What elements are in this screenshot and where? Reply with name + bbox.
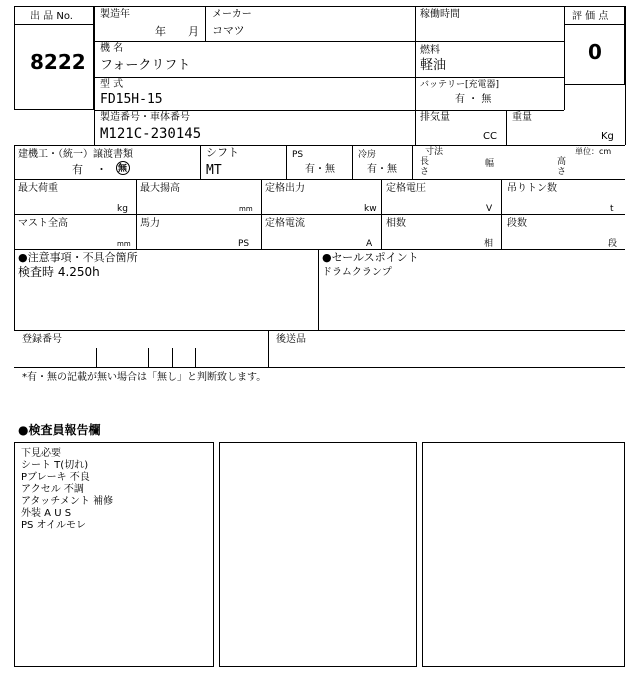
type-label: 型 式 <box>100 79 124 90</box>
rated-output-unit: kw <box>364 204 377 214</box>
cool-value: 有・無 <box>367 164 397 175</box>
grade-label: 評 価 点 <box>572 11 609 22</box>
report-line: アタッチメント 補修 <box>21 496 114 507</box>
steps-label: 段数 <box>507 218 527 229</box>
model-name: フォークリフト <box>100 58 191 73</box>
serial-label: 製造番号・車体番号 <box>100 112 190 123</box>
height-label: 高 さ <box>557 157 567 177</box>
shift-value: MT <box>206 163 222 178</box>
serial-value: M121C-230145 <box>100 126 202 142</box>
mast-label: マスト全高 <box>18 218 68 229</box>
displacement-label: 排気量 <box>420 112 450 123</box>
model-name-label: 機 名 <box>100 43 124 54</box>
report-lines <box>21 448 113 532</box>
phase-unit: 相 <box>484 239 494 249</box>
sales-label: ●セールスポイント <box>322 251 419 264</box>
report-line: アクセル 不調 <box>21 484 84 495</box>
reg-label: 登録番号 <box>22 334 62 345</box>
report-title: ●検査員報告欄 <box>18 423 101 437</box>
mast-unit: mm <box>117 240 131 248</box>
docs-label: 建機工・（統一）譲渡書類 <box>18 149 133 160</box>
report-line: Pブレーキ 不良 <box>21 472 90 483</box>
phase-label: 相数 <box>386 218 406 229</box>
rated-voltage-label: 定格電圧 <box>386 183 426 194</box>
grade-value: 0 <box>588 40 602 64</box>
max-lift-label: 最大揚高 <box>140 183 180 194</box>
rated-current-unit: A <box>366 239 373 249</box>
header-frame <box>14 6 625 145</box>
rated-output-label: 定格出力 <box>265 183 305 194</box>
caution-label: ●注意事項・不具合箇所 <box>18 251 138 264</box>
docs-yes: 有 <box>72 163 83 176</box>
sales-text: ドラムクランプ <box>322 267 392 278</box>
weight-unit: Kg <box>601 131 614 142</box>
battery-value: 有 ・ 無 <box>455 94 492 105</box>
dims-unit: 単位：cm <box>575 147 612 156</box>
battery-label: バッテリー[充電器] <box>420 80 500 90</box>
len-label: 長 さ <box>420 157 430 177</box>
displacement-unit: CC <box>483 131 497 142</box>
report-box-3[interactable] <box>422 442 625 667</box>
max-lift-unit: mm <box>239 205 253 213</box>
steps-unit: 段 <box>608 239 618 249</box>
report-line: 下見必要 <box>21 448 61 459</box>
cool-label: 冷房 <box>358 150 377 160</box>
max-load-label: 最大荷重 <box>18 183 58 194</box>
docs-no: 無 <box>118 164 128 174</box>
hp-unit: PS <box>238 239 250 249</box>
lot-no: 8222 <box>30 50 86 74</box>
type-value: FD15H-15 <box>100 92 163 107</box>
report-box-2[interactable] <box>219 442 417 667</box>
caution-text: 検査時 4.250h <box>18 265 100 279</box>
rated-current-label: 定格電流 <box>265 218 305 229</box>
later-label: 後送品 <box>276 334 306 345</box>
report-line: 外装 A U S <box>21 508 72 519</box>
rated-voltage-unit: V <box>486 204 493 214</box>
hp-label: 馬力 <box>140 218 160 229</box>
docs-sep: ・ <box>96 163 107 176</box>
shift-label: シフト <box>206 146 239 159</box>
max-load-unit: kg <box>117 204 128 214</box>
fuel-label: 燃料 <box>420 45 440 56</box>
year-label: 製造年 <box>100 9 130 20</box>
weight-label: 重量 <box>512 112 532 123</box>
ps-value: 有・無 <box>305 164 335 175</box>
width-label: 幅 <box>485 159 495 169</box>
hours-label: 稼働時間 <box>420 9 460 20</box>
lot-no-label: 出 品 No. <box>30 11 73 22</box>
report-line: シート T(切れ) <box>21 460 89 471</box>
maker-value: コマツ <box>212 24 245 37</box>
hoist-label: 吊りトン数 <box>507 183 557 194</box>
maker-label: メーカー <box>212 9 252 20</box>
report-line: PS オイルモレ <box>21 520 87 531</box>
ps-label: PS <box>292 150 304 160</box>
fuel-value: 軽油 <box>420 58 447 73</box>
dims-label: 寸法 <box>425 147 444 157</box>
year-value: 年 月 <box>155 25 199 38</box>
footnote: *有・無の記載が無い場合は「無し」と判断致します。 <box>22 372 267 383</box>
hoist-unit: t <box>610 204 614 214</box>
